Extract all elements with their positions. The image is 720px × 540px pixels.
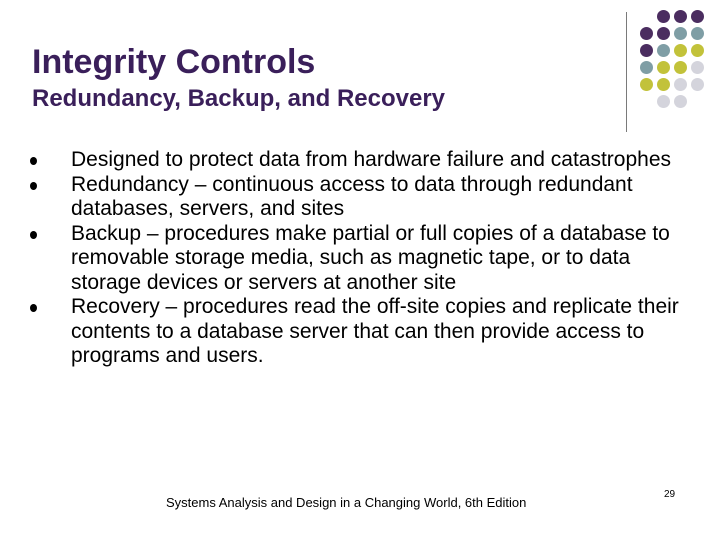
- bullet-item: [30, 295, 700, 369]
- page-number: 29: [664, 489, 676, 500]
- slide-title: Integrity Controls: [32, 43, 316, 81]
- bullet-text: Redundancy – continuous access to data through redundant databases, servers, and sites: [71, 172, 633, 220]
- bullet-icon: [30, 231, 37, 239]
- decorative-divider: [626, 12, 627, 132]
- decorative-dot: [674, 27, 687, 40]
- bullet-icon: [30, 157, 37, 165]
- decorative-dot: [674, 44, 687, 57]
- decorative-dot: [657, 27, 670, 40]
- bullet-text: Recovery – procedures read the off-site copies and replicate their contents to a database server that can then provide access to programs and users.: [71, 295, 679, 367]
- decorative-dot: [674, 78, 687, 91]
- decorative-dot: [691, 44, 704, 57]
- bullet-list: [30, 148, 700, 369]
- decorative-dot-grid: [640, 10, 720, 130]
- decorative-dot: [657, 10, 670, 23]
- bullet-icon: [30, 304, 37, 312]
- decorative-dot: [674, 95, 687, 108]
- decorative-dot: [691, 78, 704, 91]
- decorative-dot: [674, 61, 687, 74]
- bullet-icon: [30, 182, 37, 190]
- bullet-item: [30, 148, 700, 173]
- bullet-item: [30, 222, 700, 296]
- bullet-text: Backup – procedures make partial or full copies of a database to removable storage media, such as magnetic tape, or to data storage devices or servers at another site: [71, 221, 670, 294]
- decorative-dot: [657, 44, 670, 57]
- decorative-dot: [640, 61, 653, 74]
- decorative-dot: [691, 10, 704, 23]
- slide-subtitle: Redundancy, Backup, and Recovery: [32, 85, 446, 112]
- decorative-dot: [657, 78, 670, 91]
- decorative-dot: [691, 27, 704, 40]
- bullet-item: [30, 173, 700, 222]
- decorative-dot: [674, 10, 687, 23]
- decorative-dot: [657, 95, 670, 108]
- decorative-dot: [657, 61, 670, 74]
- decorative-dot: [640, 78, 653, 91]
- decorative-dot: [640, 44, 653, 57]
- decorative-dot: [691, 61, 704, 74]
- bullet-text: Designed to protect data from hardware failure and catastrophes: [71, 148, 672, 171]
- footer-text: Systems Analysis and Design in a Changing World, 6th Edition: [166, 495, 527, 510]
- decorative-dot: [640, 27, 653, 40]
